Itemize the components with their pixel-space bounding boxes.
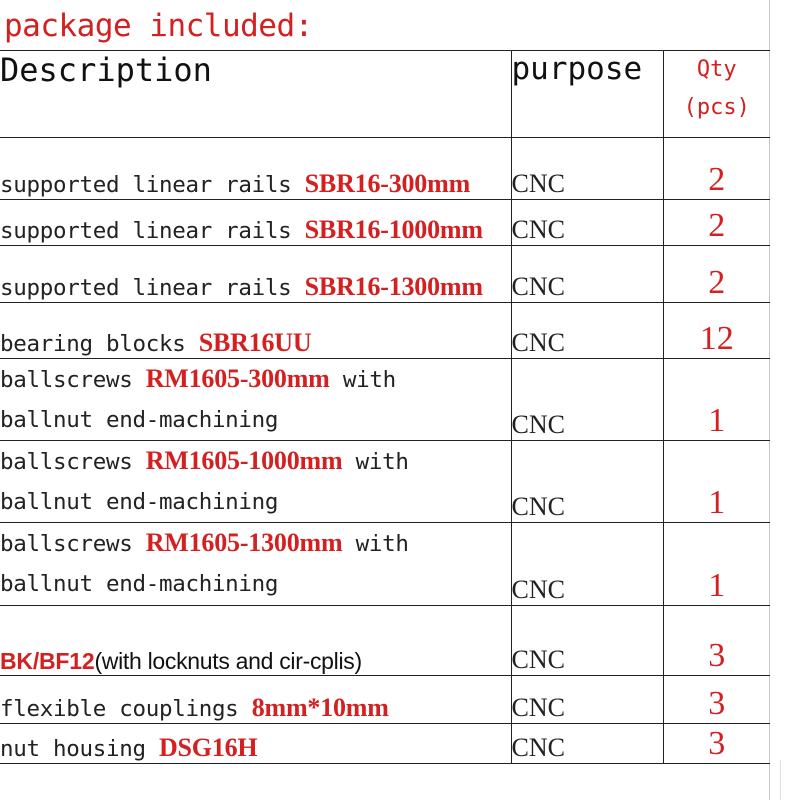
description-text: supported linear rails <box>0 172 305 198</box>
description-line <box>0 359 511 400</box>
item-qty: 3 <box>663 606 770 676</box>
table-row <box>0 138 770 200</box>
item-description <box>0 200 511 246</box>
column-header-description: Description <box>0 51 511 138</box>
item-description <box>0 359 511 441</box>
item-description <box>0 523 511 606</box>
item-purpose: CNC <box>511 246 663 303</box>
description-text: with <box>329 367 396 393</box>
description-line <box>0 523 511 564</box>
part-code: SBR16-1300mm <box>304 272 483 301</box>
part-code: SBR16-1000mm <box>304 215 483 244</box>
item-description <box>0 303 511 359</box>
item-purpose: CNC <box>511 606 663 676</box>
description-text: supported linear rails <box>0 275 305 301</box>
description-line: ballnut end-machining <box>0 407 279 433</box>
description-text: supported linear rails <box>0 218 305 244</box>
table-row <box>0 359 770 441</box>
table-header-row <box>0 51 770 138</box>
item-qty: 12 <box>663 303 770 359</box>
item-description <box>0 441 511 523</box>
item-qty: 3 <box>663 724 770 764</box>
package-heading: package included: <box>4 8 313 44</box>
item-description <box>0 676 511 724</box>
item-purpose: CNC <box>511 724 663 764</box>
qty-header-line2: (pcs) <box>683 95 750 120</box>
description-text: bearing blocks <box>0 331 199 357</box>
item-purpose: CNC <box>511 676 663 724</box>
description-line: ballnut end-machining <box>0 489 279 515</box>
description-line: ballnut end-machining <box>0 571 279 597</box>
table-row <box>0 303 770 359</box>
part-code: SBR16UU <box>198 328 312 357</box>
item-qty: 1 <box>663 441 770 523</box>
item-description <box>0 138 511 200</box>
table-row <box>0 200 770 246</box>
part-code: SBR16-300mm <box>304 169 471 198</box>
item-description <box>0 724 511 764</box>
table-row <box>0 441 770 523</box>
item-purpose: CNC <box>511 200 663 246</box>
description-text: with <box>342 449 409 475</box>
table-row <box>0 246 770 303</box>
item-qty: 2 <box>663 246 770 303</box>
table-row <box>0 606 770 676</box>
description-text: ballscrews <box>0 449 146 475</box>
item-purpose: CNC <box>511 441 663 523</box>
part-code: DSG16H <box>158 733 258 762</box>
item-description <box>0 246 511 303</box>
table-row <box>0 676 770 724</box>
table-row <box>0 523 770 606</box>
part-code: 8mm*10mm <box>251 693 389 722</box>
item-description <box>0 606 511 676</box>
description-text: (with locknuts and cir-cplis) <box>94 648 362 674</box>
table-row <box>0 724 770 764</box>
item-qty: 2 <box>663 200 770 246</box>
description-text: ballscrews <box>0 531 146 557</box>
package-table <box>0 50 770 764</box>
part-code: RM1605-300mm <box>145 364 330 393</box>
description-text: with <box>342 531 409 557</box>
item-purpose: CNC <box>511 523 663 606</box>
grid-line <box>780 760 781 800</box>
column-header-qty <box>663 51 770 138</box>
description-text: ballscrews <box>0 367 146 393</box>
item-qty: 1 <box>663 359 770 441</box>
item-purpose: CNC <box>511 359 663 441</box>
item-qty: 1 <box>663 523 770 606</box>
description-text: flexible couplings <box>0 696 252 722</box>
item-qty: 3 <box>663 676 770 724</box>
qty-header-line1: Qty <box>696 57 737 82</box>
description-line <box>0 441 511 482</box>
item-qty: 2 <box>663 138 770 200</box>
column-header-purpose: purpose <box>511 51 663 138</box>
description-text: nut housing <box>0 736 159 762</box>
item-purpose: CNC <box>511 138 663 200</box>
item-purpose: CNC <box>511 303 663 359</box>
part-code: RM1605-1300mm <box>145 528 343 557</box>
part-code: BK/BF12 <box>0 648 95 674</box>
part-code: RM1605-1000mm <box>145 446 343 475</box>
